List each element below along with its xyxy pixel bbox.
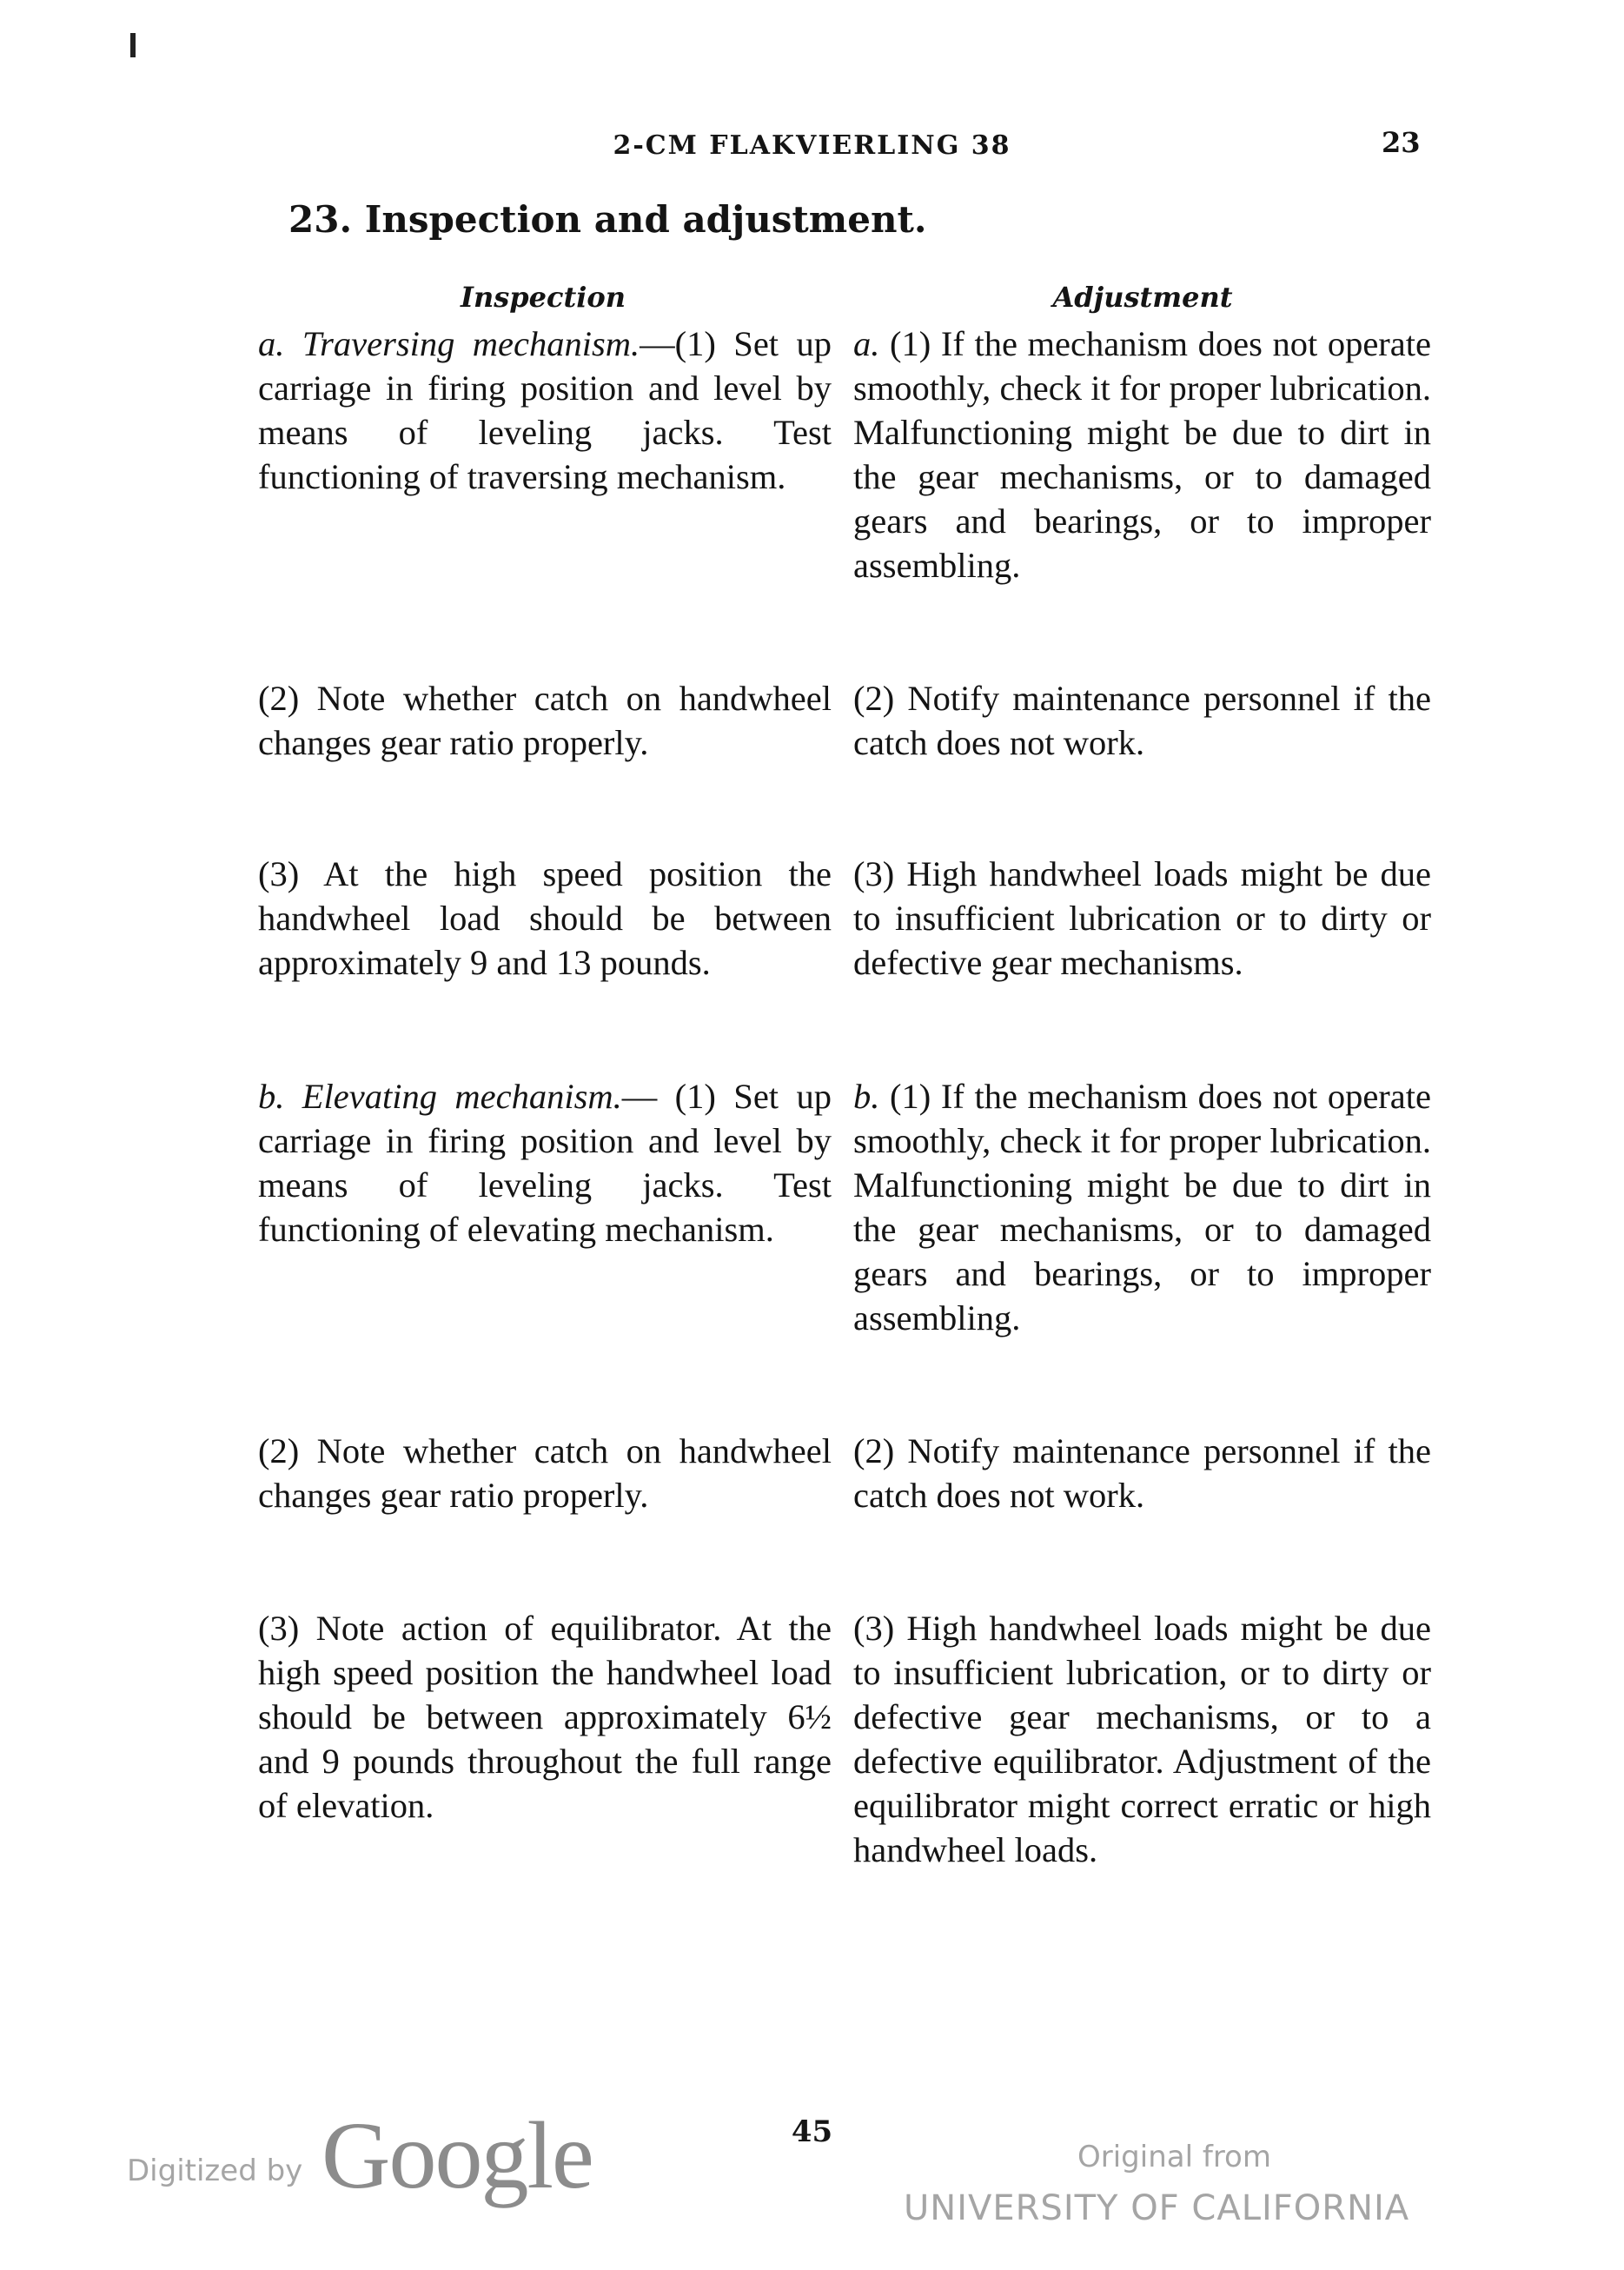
inspection-text: —(1) Set up carriage in firing position and level by means of leveling jacks. Test functioning of traversing mechanism. — [258, 324, 832, 496]
header-page-number: 23 — [1382, 126, 1421, 159]
inspection-cell: (2) Note whether catch on handwheel changes gear ratio properly. — [258, 1431, 832, 1515]
adjustment-cell: (2) Notify maintenance personnel if the catch does not work. — [853, 679, 1431, 762]
adjustment-column-heading: Adjustment — [1052, 281, 1233, 314]
adjustment-cell — [853, 1074, 1431, 1340]
adjustment-cell: (3) High handwheel loads might be due to insufficient lubrication or to dirty or defective gear mechanisms. — [853, 854, 1431, 982]
item-letter: a. — [258, 324, 285, 363]
adjustment-cell: (3) High handwheel loads might be due to insufficient lubrication, or to dirty or defective gear mechanisms, or to a defective equilibrator. Adjustment of the equilibrator might correct erratic or high handwheel loads. — [853, 1609, 1431, 1869]
running-title: 2-CM FLAKVIERLING 38 — [613, 130, 1011, 161]
inspection-column-heading: Inspection — [460, 281, 626, 314]
inspection-cell: (3) Note action of equilibrator. At the high speed position the handwheel load should be between approximately 6½ and 9 pounds throughout the full range of elevation. — [258, 1609, 832, 1825]
item-letter: a. — [853, 324, 880, 363]
institution-label: UNIVERSITY OF CALIFORNIA — [904, 2188, 1410, 2228]
scan-edge-mark — [130, 33, 136, 57]
inspection-cell — [258, 322, 832, 499]
item-letter: b. — [258, 1077, 285, 1116]
google-logo: Google — [321, 2102, 593, 2208]
inspection-cell: (3) At the high speed position the handwheel load should be between approximately 9 and 13 pounds. — [258, 854, 832, 982]
adjustment-text: (1) If the mechanism does not operate smoothly, check it for proper lubrication. Malfunctioning might be due to dirt in the gear mechanisms, or to damaged gears and bearings, or to improper assembling. — [853, 324, 1431, 585]
inspection-cell: (2) Note whether catch on handwheel changes gear ratio properly. — [258, 679, 832, 762]
digitized-by-label: Digitized by — [127, 2154, 303, 2188]
inspection-text: — (1) Set up carriage in firing position and level by means of leveling jacks. Test functioning of elevating mechanism. — [258, 1077, 832, 1249]
footer-page-number: 45 — [791, 2114, 833, 2149]
adjustment-cell: (2) Notify maintenance personnel if the catch does not work. — [853, 1431, 1431, 1515]
adjustment-text: (1) If the mechanism does not operate smoothly, check it for proper lubrication. Malfunctioning might be due to dirt in the gear mechanisms, or to damaged gears and bearings, or to improper assembling. — [853, 1077, 1431, 1337]
section-title: 23. Inspection and adjustment. — [288, 198, 927, 241]
item-heading: Elevating mechanism. — [302, 1077, 622, 1116]
adjustment-cell — [853, 322, 1431, 587]
original-from-label: Original from — [1077, 2140, 1271, 2174]
item-heading: Traversing mechanism. — [302, 324, 640, 363]
inspection-cell — [258, 1074, 832, 1251]
item-letter: b. — [853, 1077, 880, 1116]
